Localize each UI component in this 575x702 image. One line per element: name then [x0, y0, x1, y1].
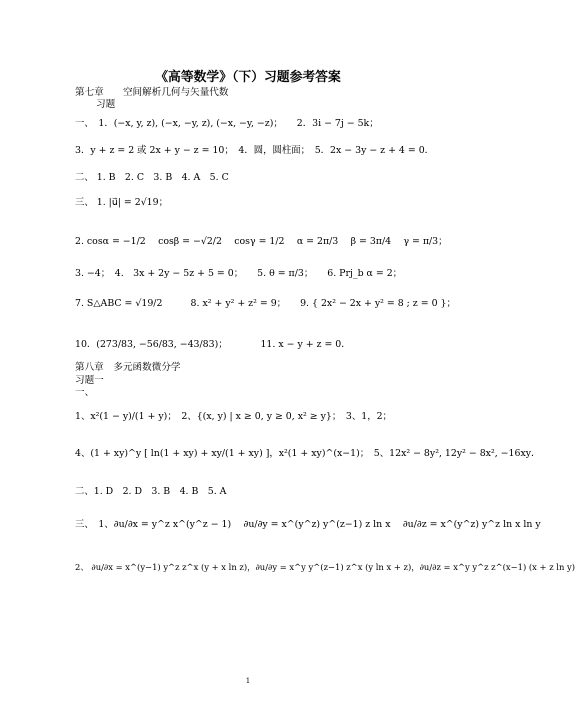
page-number: 1: [245, 677, 251, 685]
chapter7-exercise-label: 习题: [96, 99, 116, 110]
ch7-section2-answers: 二、 1. B 2. C 3. B 4. A 5. C: [75, 172, 229, 183]
ch8-part3-item1: 三、 1、∂u/∂x = y^z x^(y^z − 1) ∂u/∂y = x^(y^z) y^(z−1) z ln x ∂u/∂z = x^(y^z) y^z ln x ln y: [75, 519, 541, 530]
chapter8-exercise-label: 习题一: [75, 375, 104, 386]
ch7-section3-items10-11: 10．(273/83, −56/83, −43/83)； 11. x − y + z = 0．: [75, 339, 351, 350]
ch8-part3-item2: 2、 ∂u/∂x = x^(y−1) y^z z^x (y + x ln z)，∂u/∂y = x^y y^(z−1) z^x (y ln x + z)，∂u/∂z = x^y y^z z^(x−1) (x + z ln y): [75, 562, 575, 572]
ch8-part1-items1-3: 1、x²(1 − y)/(1 + y)； 2、{(x, y) | x ≥ 0, y ≥ 0, x² ≥ y}； 3、1，2；: [75, 411, 392, 422]
ch8-part1-label: 一、: [75, 387, 95, 398]
chapter8-heading: 第八章 多元函数微分学: [75, 362, 181, 373]
ch8-part2-answers: 二、1. D 2. D 3. B 4. B 5. A: [75, 486, 227, 497]
ch7-section3-items7-9: 7. S△ABC = √19/2 8. x² + y² + z² = 9； 9. { 2x² − 2x + y² = 8 ; z = 0 }；: [75, 298, 456, 309]
chapter7-heading: 第七章 空间解析几何与矢量代数: [75, 87, 229, 98]
ch7-section3-item2: 2. cosα = −1/2 cosβ = −√2/2 cosγ = 1/2 α = 2π/3 β = 3π/4 γ = π/3；: [75, 236, 448, 247]
ch8-part1-items4-5: 4、(1 + xy)^y [ ln(1 + xy) + xy/(1 + xy) ]，x²(1 + xy)^(x−1)； 5、12x² − 8y², 12y² − 8x², −16xy．: [75, 448, 541, 459]
ch7-section1-line1: 一、 1．(−x, y, z), (−x, −y, z), (−x, −y, −z)； 2．3i − 7j − 5k；: [75, 118, 379, 129]
ch7-section3-item1: 三、 1. |u⃗| = 2√19；: [75, 197, 168, 208]
ch7-section3-items3-6: 3. −4； 4. 3x + 2y − 5z + 5 = 0； 5. θ = π/3； 6. Prj_b α = 2；: [75, 268, 403, 279]
document-title: 《高等数学》（下）习题参考答案: [155, 70, 341, 85]
ch7-section1-line2: 3．y + z = 2 或 2x + y − z = 10； 4．圆，圆柱面； 5．2x − 3y − z + 4 = 0．: [75, 145, 435, 156]
